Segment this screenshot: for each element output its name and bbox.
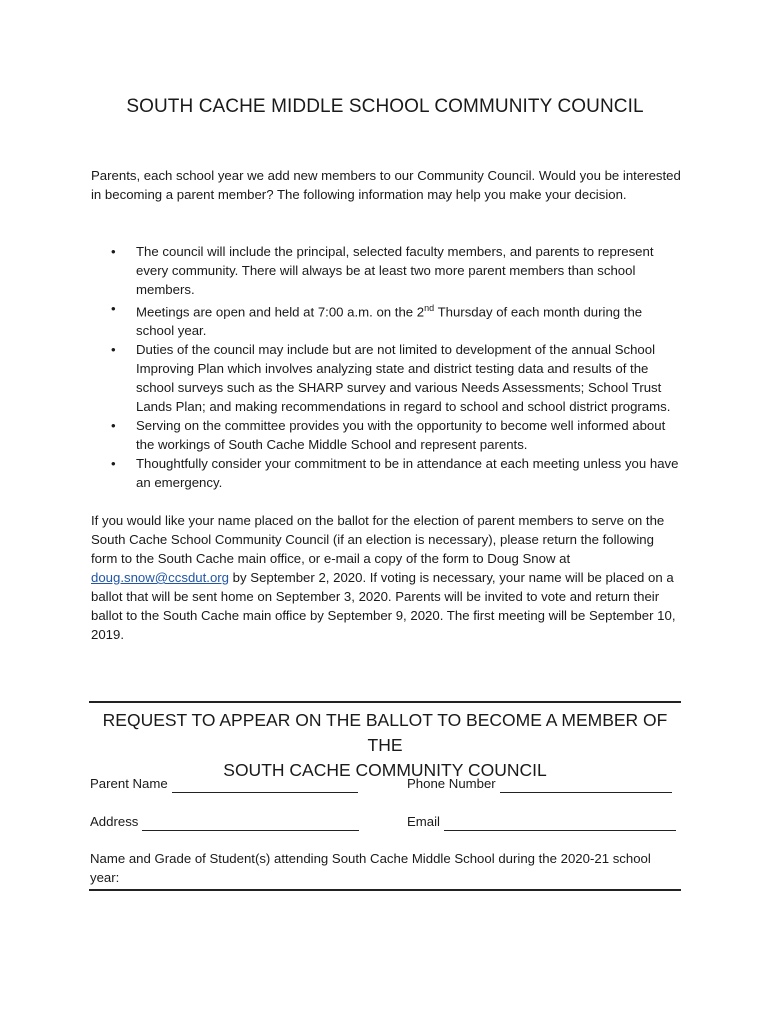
closing-text: If you would like your name placed on the ballot for the election of parent members to serve on the South Cache School Community Council (if an election is necessary), please return the following form to the South Cache main office, or e-mail a copy of the form to Doug Snow at [91, 513, 665, 566]
form-title [89, 708, 681, 783]
bullet-item-serving: • Serving on the committee provides you with the opportunity to become well informed about the workings of South Cache Middle School and represent parents. [91, 416, 683, 454]
email-label: Email [407, 814, 440, 829]
form-title-line-1: REQUEST TO APPEAR ON THE BALLOT TO BECOME A MEMBER OF THE [102, 710, 668, 755]
intro-paragraph: Parents, each school year we add new members to our Community Council. Would you be interested in becoming a parent member? The following information may help you make your decision. [91, 168, 681, 202]
document-title: SOUTH CACHE MIDDLE SCHOOL COMMUNITY COUNCIL [126, 96, 644, 117]
ballot-request-form [89, 701, 681, 891]
ordinal-suffix: nd [424, 303, 435, 313]
phone-number-label: Phone Number [407, 776, 496, 791]
info-bullet-list [91, 242, 683, 492]
closing-paragraph [91, 511, 683, 644]
meetings-text-cont: Thursday of each month during the school year. [136, 304, 643, 339]
email-blank[interactable] [444, 816, 676, 831]
phone-number-field [407, 774, 672, 793]
parent-name-blank[interactable] [172, 778, 358, 793]
address-blank[interactable] [142, 816, 359, 831]
address-label: Address [90, 814, 139, 829]
bullet-item-council-members: • The council will include the principal, selected faculty members, and parents to represent every community. There will always be at least two more parent members than school members. [91, 242, 683, 299]
phone-number-blank[interactable] [500, 778, 672, 793]
form-title-line-2: SOUTH CACHE COMMUNITY COUNCIL [223, 760, 547, 780]
parent-name-label: Parent Name [90, 776, 168, 791]
email-field [407, 812, 676, 831]
meetings-text: Meetings are open and held at 7:00 a.m. on the 2 [136, 304, 425, 320]
closing-text-cont: by September 2, 2020. If voting is necessary, your name will be placed on a ballot that will be sent home on September 3, 2020. Parents will be invited to vote and return their ballot to the South Cache main office by September 9, 2020. The first meeting will be September 10, 2019. [91, 570, 676, 642]
student-name-grade-field: Name and Grade of Student(s) attending South Cache Middle School during the 2020-21 school year: [90, 851, 651, 885]
email-link[interactable]: doug.snow@ccsdut.org [91, 570, 230, 585]
bullet-item-meetings [91, 299, 683, 340]
bullet-item-duties: • Duties of the council may include but are not limited to development of the annual School Improving Plan which involves analyzing state and district testing data and results of the school surveys such as the SHARP survey and various Needs Assessments; School Trust Lands Plan; and making recommendations in regard to school and school district programs. [91, 340, 683, 416]
parent-name-field [90, 774, 358, 793]
bullet-item-commitment: • Thoughtfully consider your commitment to be in attendance at each meeting unless you have an emergency. [91, 454, 683, 492]
address-field [90, 812, 359, 831]
